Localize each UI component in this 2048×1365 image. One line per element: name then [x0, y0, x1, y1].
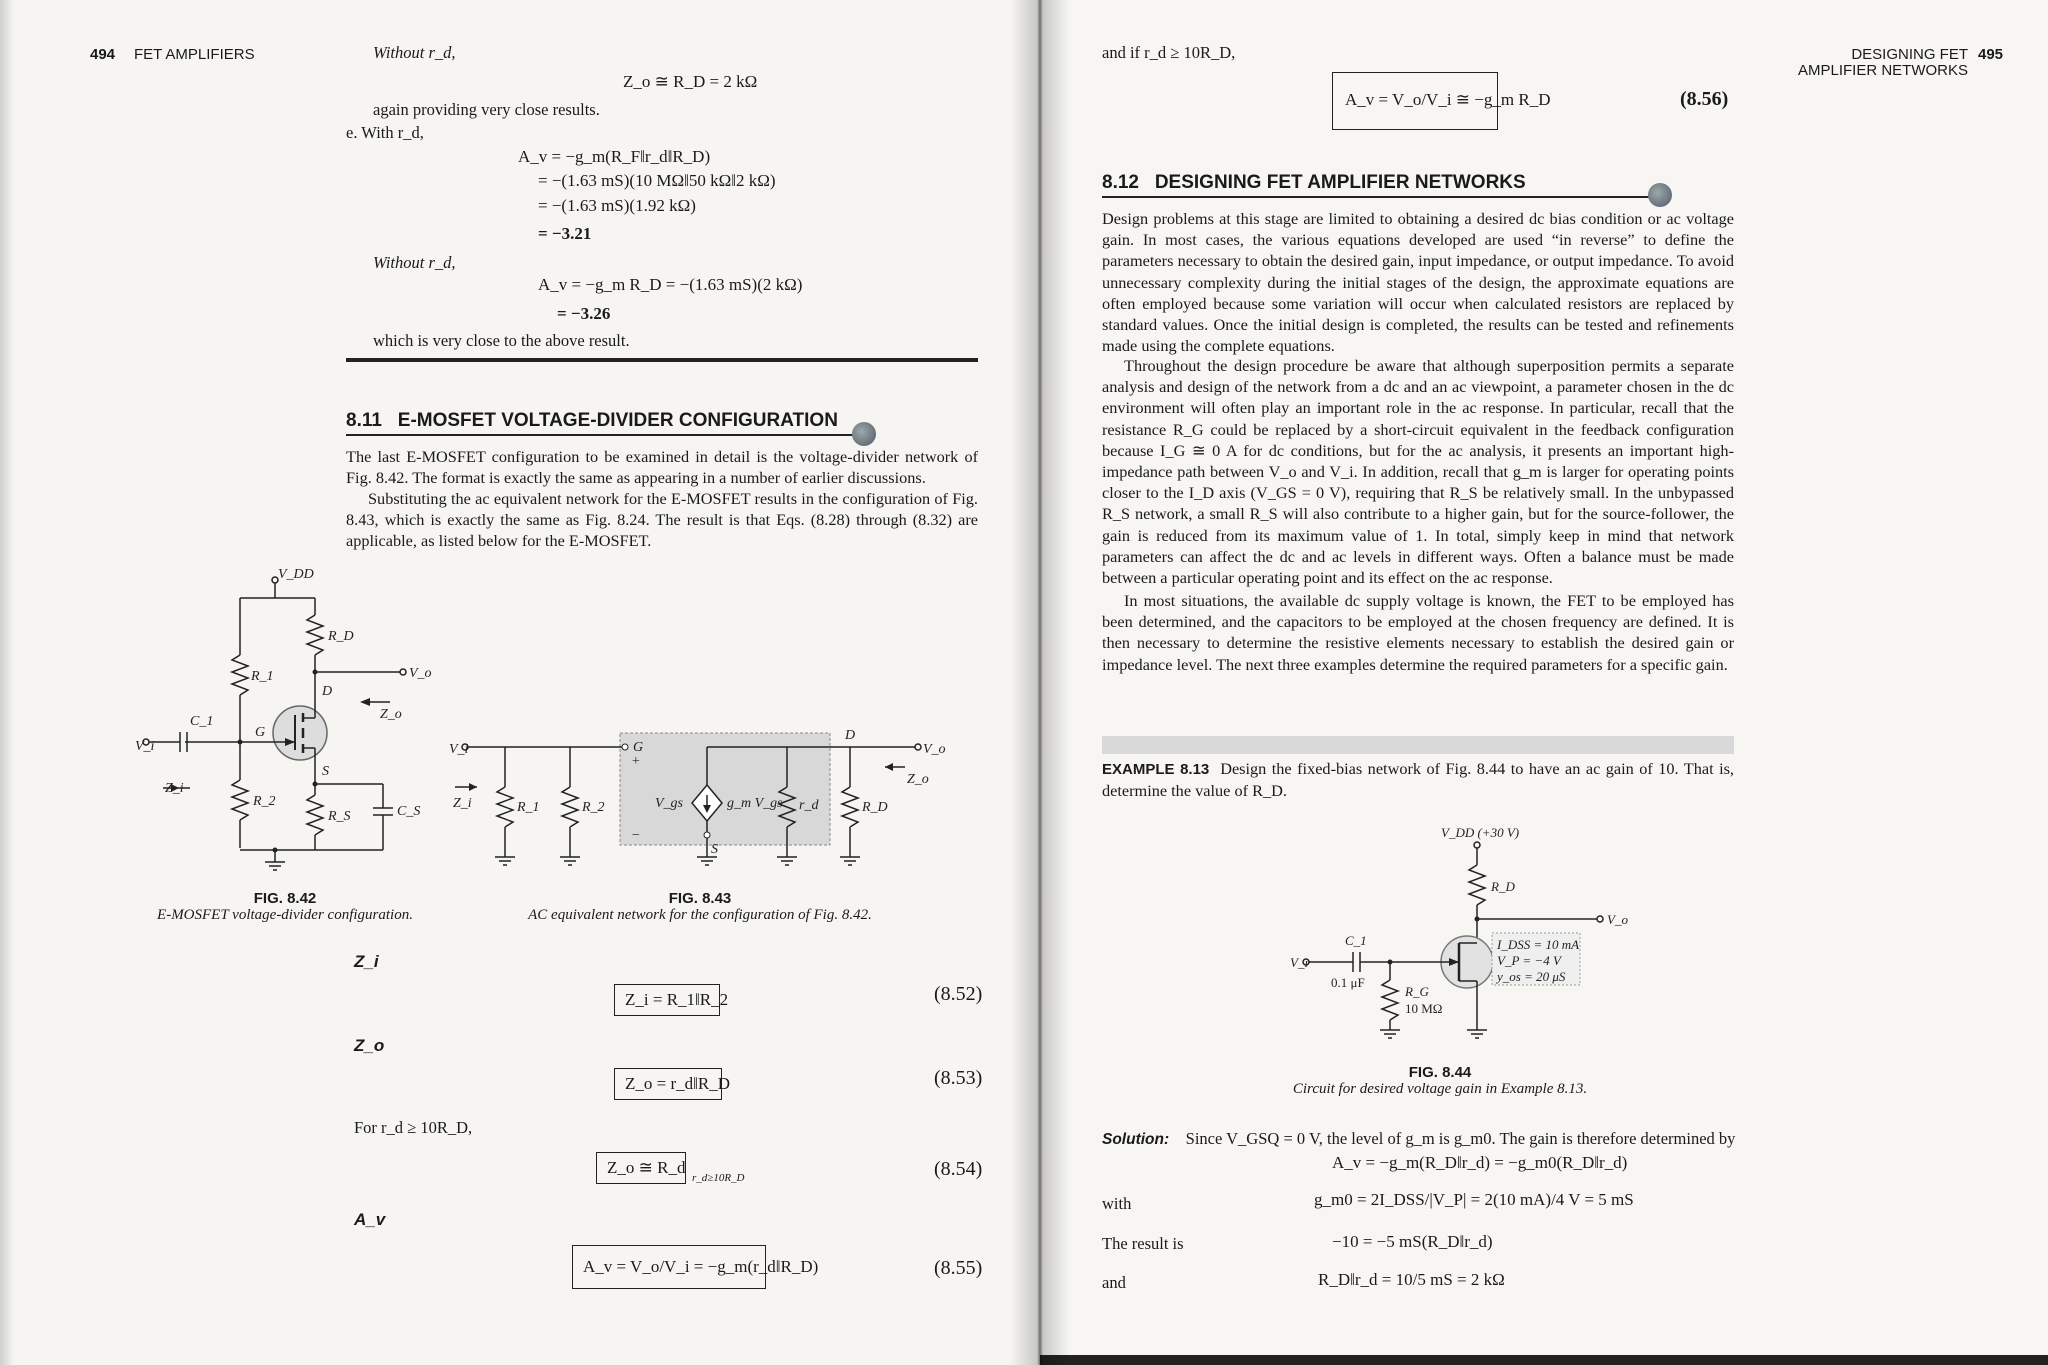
and-label: and: [1102, 1273, 1126, 1292]
eq-8-56-number: (8.56): [1680, 88, 1729, 110]
again-text: again providing very close results.: [373, 100, 600, 119]
fig43-zo-label: Z_o: [907, 772, 929, 787]
fig42-cs-label: C_S: [397, 804, 421, 819]
without-rd-text-1: Without r_d,: [373, 43, 456, 62]
section-number: 8.12: [1102, 172, 1139, 193]
av-heading: A_v: [354, 1210, 386, 1229]
fig43-vi-label: V_i: [449, 742, 469, 757]
solution-line: [1102, 1128, 1735, 1150]
fig43-d-label: D: [845, 728, 856, 743]
av-line-3: = −(1.63 mS)(1.92 kΩ): [538, 196, 696, 215]
fig42-r2-label: R_2: [253, 794, 276, 809]
fig44-spec-vp: V_P = −4 V: [1497, 953, 1561, 968]
av-line-2: = −(1.63 mS)(10 MΩ‖50 kΩ‖2 kΩ): [538, 171, 776, 190]
page-bottom-edge: [1040, 1355, 2048, 1365]
section-paragraph-2: Substituting the ac equivalent network for the E-MOSFET results in the configuration of Fig. 8.43, which is exactly the same as Fig. 8.24. The result is that Eqs. (8.28) through (8.32) are applicable, as listed below for the E-MOSFET.: [346, 489, 978, 551]
fig42-vo-label: V_o: [409, 666, 432, 681]
eq-8-54-box: [596, 1152, 686, 1184]
section-marker-icon: [852, 422, 876, 446]
for-rd-text: For r_d ≥ 10R_D,: [354, 1118, 473, 1137]
right-page: [1040, 0, 2048, 1365]
fig42-vdd-label: V_DD: [278, 567, 314, 582]
av-line-1: A_v = −g_m(R_F‖r_d‖R_D): [518, 147, 711, 166]
fig44-vi-label: V_i: [1290, 955, 1309, 970]
av2-line-2: = −3.26: [557, 304, 611, 323]
fig43-g-label: G: [633, 740, 644, 755]
fig44-rg-value: 10 MΩ: [1405, 1001, 1443, 1016]
example-statement: Design the fixed-bias network of Fig. 8.44 to have an ac gain of 10. That is, determine the value of R_D.: [1102, 759, 1734, 801]
eq-8-54-number: (8.54): [934, 1158, 983, 1180]
page-edge: [0, 0, 14, 1365]
fig44-c1-label: C_1: [1345, 933, 1367, 948]
solution-eq-2: g_m0 = 2I_DSS/|V_P| = 2(10 mA)/4 V = 5 mS: [1314, 1190, 1634, 1209]
av2-line-1: A_v = −g_m R_D = −(1.63 mS)(2 kΩ): [538, 275, 803, 294]
fig44-vdd-label: V_DD (+30 V): [1441, 825, 1520, 840]
fig44-vo-label: V_o: [1607, 912, 1628, 927]
section-title: E-MOSFET VOLTAGE-DIVIDER CONFIGURATION: [397, 410, 838, 431]
page-number: 494: [90, 46, 116, 63]
eq-8-53-number: (8.53): [934, 1067, 983, 1089]
fig43-r2-label: R_2: [582, 800, 605, 815]
section-heading-8-12: [1102, 172, 1526, 194]
fig44-c1-value: 0.1 μF: [1331, 975, 1365, 990]
section-heading-8-11: [346, 410, 838, 432]
section-paragraph-3: In most situations, the available dc supply voltage is known, the FET to be employed has been determined, and the capacitors to be employed at the chosen frequency are defined. It is then necessary to determine the resistive elements necessary to establish the desired gain or impedance level. The next three examples determine the required parameters for a specific gain.: [1102, 591, 1734, 674]
av-line-4: = −3.21: [538, 224, 592, 243]
fig-8-44-caption: [1240, 1064, 1640, 1098]
eq-8-52-number: (8.52): [934, 983, 983, 1005]
fig-8-43-caption: [500, 890, 900, 924]
eq-8-54: Z_o ≅ R_d: [607, 1158, 686, 1177]
eq-8-54-condition: r_d≥10R_D: [692, 1172, 745, 1184]
example-end-rule: [346, 358, 978, 362]
fig43-source-label: g_m V_gs: [727, 796, 783, 811]
zo-heading: Z_o: [354, 1036, 385, 1055]
section-paragraph-1: Design problems at this stage are limited to obtaining a desired dc bias condition or ac voltage gain. In most cases, the various equations developed are used “in reverse” to define the parameters necessary to obtain the desired gain, input impedance, or output impedance. To avoid unnecessary complexity during the initial stages of the design, the approximate equations are often employed because some variation will occur when calculated resistors are replaced by standard values. Once the initial design is completed, the results can be tested and refinements made using the complete equations.: [1102, 209, 1734, 356]
running-head-line-2: AMPLIFIER NETWORKS: [1797, 62, 1968, 79]
example-shaded-bar: [1102, 736, 1734, 754]
fig42-vi-label: V_i: [135, 739, 155, 754]
fig-8-43-text: AC equivalent network for the configuration of Fig. 8.42.: [528, 907, 872, 923]
and-if-text: and if r_d ≥ 10R_D,: [1102, 43, 1236, 62]
fig42-rs-label: R_S: [328, 809, 351, 824]
fig-8-42-text: E-MOSFET voltage-divider configuration.: [157, 907, 413, 923]
solution-eq-3: −10 = −5 mS(R_D‖r_d): [1332, 1232, 1493, 1251]
fig42-zi-label: Z_i: [165, 781, 184, 796]
fig-8-44-label: FIG. 8.44: [1408, 1064, 1472, 1081]
with-label: with: [1102, 1194, 1132, 1213]
fig44-spec-idss: I_DSS = 10 mA: [1497, 937, 1580, 952]
fig42-d-label: D: [322, 684, 333, 699]
page-number: 495: [1978, 46, 2004, 63]
eq-8-55: A_v = V_o/V_i = −g_m(r_d‖R_D): [583, 1257, 819, 1276]
solution-label: Solution:: [1102, 1131, 1170, 1148]
section-rule: [346, 434, 856, 436]
result-label: The result is: [1102, 1234, 1184, 1253]
eq-8-55-number: (8.55): [934, 1257, 983, 1279]
eq-8-52: Z_i = R_1‖R_2: [625, 990, 729, 1009]
fig-8-42-caption: [140, 890, 430, 924]
eq-8-55-box: [572, 1245, 819, 1289]
fig44-spec-yos: y_os = 20 μS: [1497, 969, 1566, 984]
fig43-rd-small-label: r_d: [799, 798, 819, 813]
fig-8-43-circuit: [445, 725, 945, 875]
solution-eq-4: R_D‖r_d = 10/5 mS = 2 kΩ: [1318, 1270, 1505, 1289]
zo-equation: Z_o ≅ R_D = 2 kΩ: [623, 72, 758, 91]
fig42-s-label: S: [322, 764, 329, 779]
fig43-vo-label: V_o: [923, 742, 946, 757]
fig42-r1-label: R_1: [251, 669, 274, 684]
running-head: FET AMPLIFIERS: [134, 46, 255, 63]
fig-8-44-text: Circuit for desired voltage gain in Example 8.13.: [1292, 1081, 1588, 1097]
close-text: which is very close to the above result.: [373, 331, 630, 350]
fig43-vgs-label: V_gs: [655, 796, 683, 811]
fig43-rd-label: R_D: [862, 800, 888, 815]
solution-eq-1: A_v = −g_m(R_D‖r_d) = −g_m0(R_D‖r_d): [1332, 1153, 1628, 1172]
eq-8-53-box: [614, 1068, 731, 1100]
running-head-line-1: DESIGNING FET: [1851, 46, 1968, 63]
eq-8-52-box: [614, 984, 729, 1016]
fig-8-43-label: FIG. 8.43: [668, 890, 732, 907]
section-rule: [1102, 196, 1652, 198]
fig42-c1-label: C_1: [190, 714, 214, 729]
item-e-text: e. With r_d,: [346, 123, 424, 142]
section-number: 8.11: [346, 410, 382, 431]
fig-8-42-label: FIG. 8.42: [253, 890, 317, 907]
fig43-r1-label: R_1: [517, 800, 540, 815]
eq-8-56-box: [1332, 72, 1551, 130]
fig-8-44-circuit: [1245, 825, 1665, 1050]
eq-8-53: Z_o = r_d‖R_D: [625, 1074, 731, 1093]
section-paragraph-2: Throughout the design procedure be aware that although superposition permits a separate analysis and design of the network from a dc and an ac viewpoint, a parameter chosen in the dc environment will often play an important role in the ac response. In particular, recall that the resistance R_G could be replaced by a short-circuit equivalent in the feedback configuration because I_G ≅ 0 A for dc conditions, but for the ac analysis, it presents an important high-impedance path between V_o and V_i. In addition, recall that g_m is larger for operating points closer to the I_D axis (V_GS = 0 V), requiring that R_S be relatively small. In the unbypassed R_S network, a small R_S will also contribute to a higher gain, but for the source-follower, the gain is reduced from its maximum value of 1. In total, simply keep in mind that network parameters can affect the dc and ac levels in different ways. Often a balance must be made between a particular operating point and its effect on the ac response.: [1102, 356, 1734, 588]
fig42-g-label: G: [255, 725, 266, 740]
fig44-rd-label: R_D: [1491, 879, 1515, 894]
section-paragraph-1: The last E-MOSFET configuration to be examined in detail is the voltage-divider network of Fig. 8.42. The format is exactly the same as appearing in a number of earlier discussions.: [346, 447, 978, 488]
fig43-plus-label: +: [631, 754, 641, 769]
fig43-minus-label: −: [631, 828, 641, 843]
fig43-s-label: S: [711, 842, 718, 857]
fig42-rd-label: R_D: [328, 629, 354, 644]
example-label: EXAMPLE 8.13: [1102, 761, 1210, 778]
zi-heading: Z_i: [354, 952, 379, 971]
eq-8-56: A_v = V_o/V_i ≅ −g_m R_D: [1345, 90, 1551, 109]
example-8-13-text: [1102, 758, 1734, 801]
fig42-zo-label: Z_o: [380, 707, 402, 722]
without-rd-text-2: Without r_d,: [373, 253, 456, 272]
solution-text: Since V_GSQ = 0 V, the level of g_m is g_m0. The gain is therefore determined by: [1185, 1129, 1736, 1148]
fig44-rg-label: R_G: [1405, 984, 1429, 999]
section-title: DESIGNING FET AMPLIFIER NETWORKS: [1154, 172, 1526, 193]
fig-8-42-circuit: [135, 567, 432, 880]
book-gutter: [1010, 0, 1070, 1365]
section-marker-icon: [1648, 183, 1672, 207]
fig43-zi-label: Z_i: [453, 796, 472, 811]
